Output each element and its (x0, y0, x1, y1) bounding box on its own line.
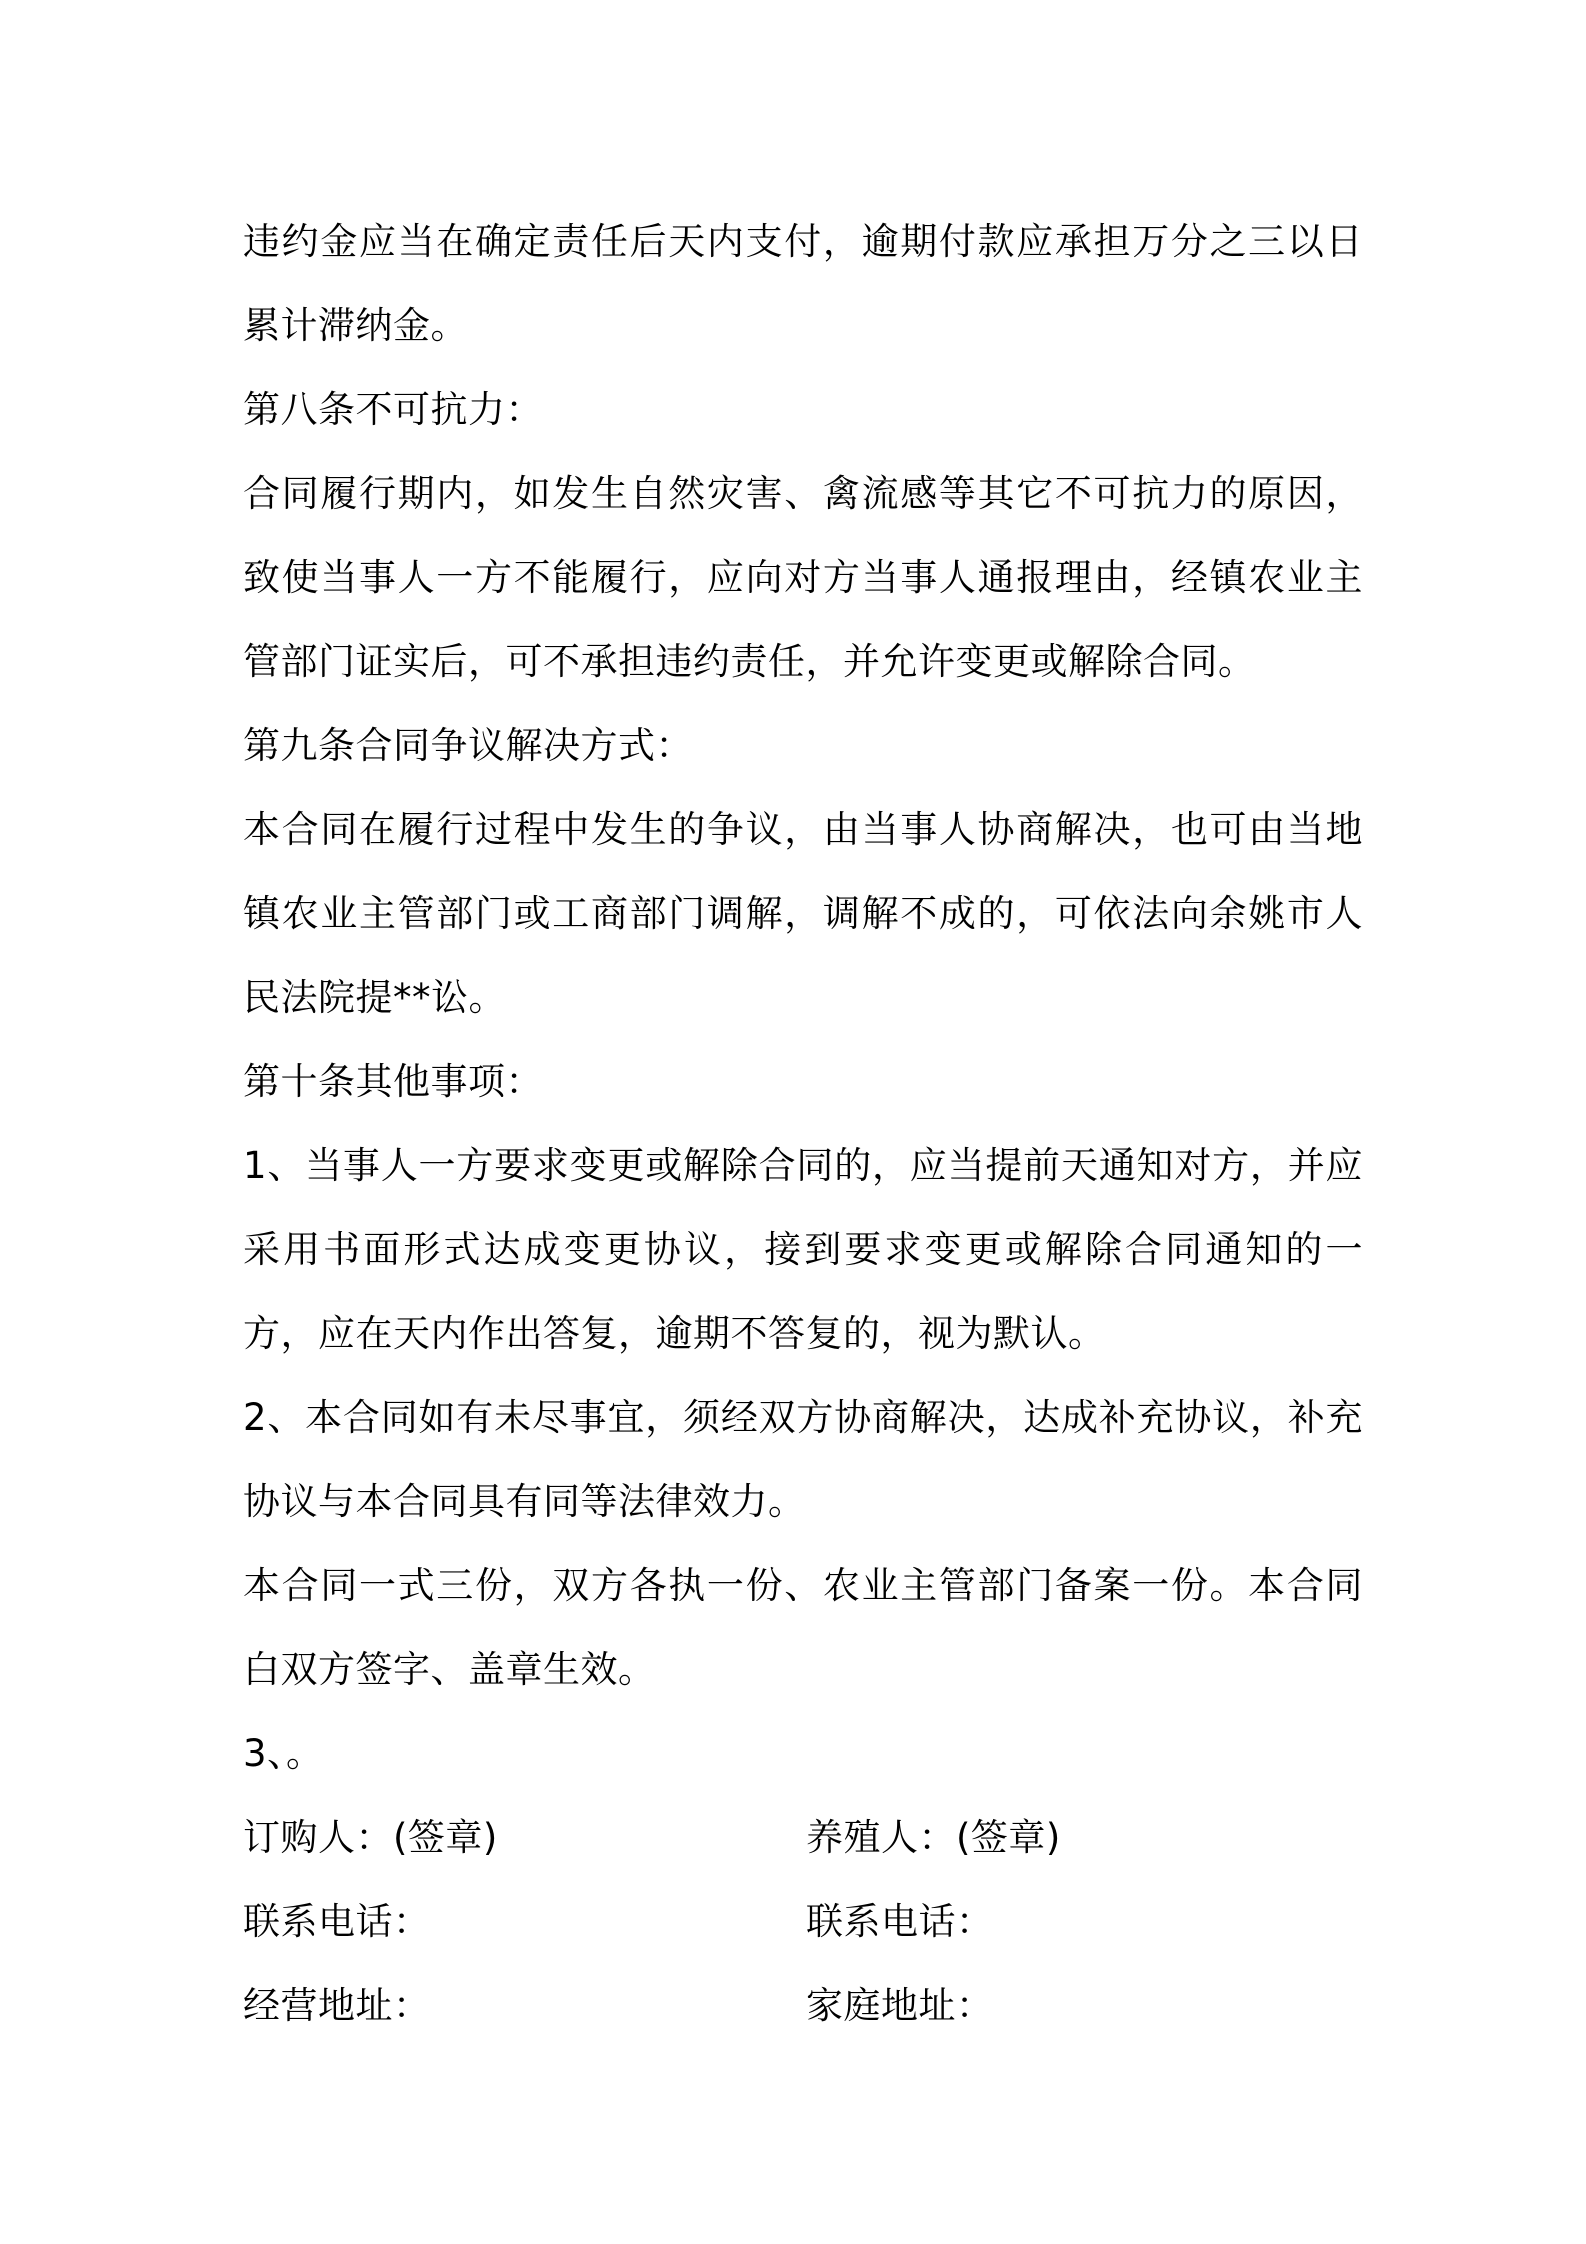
phone-row (243, 1880, 1363, 1964)
paragraph-penalty-payment: 违约金应当在确定责任后天内支付，逾期付款应承担万分之三以日累计滞纳金。 (243, 220, 1363, 347)
paragraph-item-2: 2、本合同如有未尽事宜，须经双方协商解决，达成补充协议，补充协议与本合同具有同等法律效力。 (243, 1396, 1363, 1523)
signature-block (243, 1796, 1363, 2048)
signature-row (243, 1796, 1363, 1880)
paragraph-item-1: 1、当事人一方要求变更或解除合同的，应当提前天通知对方，并应采用书面形式达成变更协议，接到要求变更或解除合同通知的一方，应在天内作出答复，逾期不答复的，视为默认。 (243, 1144, 1363, 1355)
paragraph-dispute-resolution: 本合同在履行过程中发生的争议，由当事人协商解决，也可由当地镇农业主管部门或工商部门调解，调解不成的，可依法向余姚市人民法院提**讼。 (243, 808, 1363, 1019)
buyer-signature-label: 订购人：(签章) (243, 1816, 498, 1859)
heading-article-10: 第十条其他事项： (243, 1060, 543, 1103)
paragraph-item-3: 3、。 (243, 1732, 324, 1775)
buyer-address-label: 经营地址： (243, 1984, 431, 2027)
breeder-phone-label: 联系电话： (806, 1900, 994, 1943)
paragraph-copies: 本合同一式三份，双方各执一份、农业主管部门备案一份。本合同白双方签字、盖章生效。 (243, 1564, 1363, 1691)
address-row (243, 1964, 1363, 2048)
buyer-phone-label: 联系电话： (243, 1900, 431, 1943)
breeder-signature-label: 养殖人：(签章) (806, 1816, 1061, 1859)
paragraph-force-majeure: 合同履行期内，如发生自然灾害、禽流感等其它不可抗力的原因，致使当事人一方不能履行，应向对方当事人通报理由，经镇农业主管部门证实后，可不承担违约责任，并允许变更或解除合同。 (243, 472, 1363, 683)
heading-article-8: 第八条不可抗力： (243, 388, 543, 431)
heading-article-9: 第九条合同争议解决方式： (243, 724, 693, 767)
breeder-address-label: 家庭地址： (806, 1984, 994, 2027)
contract-body (243, 200, 1363, 2048)
